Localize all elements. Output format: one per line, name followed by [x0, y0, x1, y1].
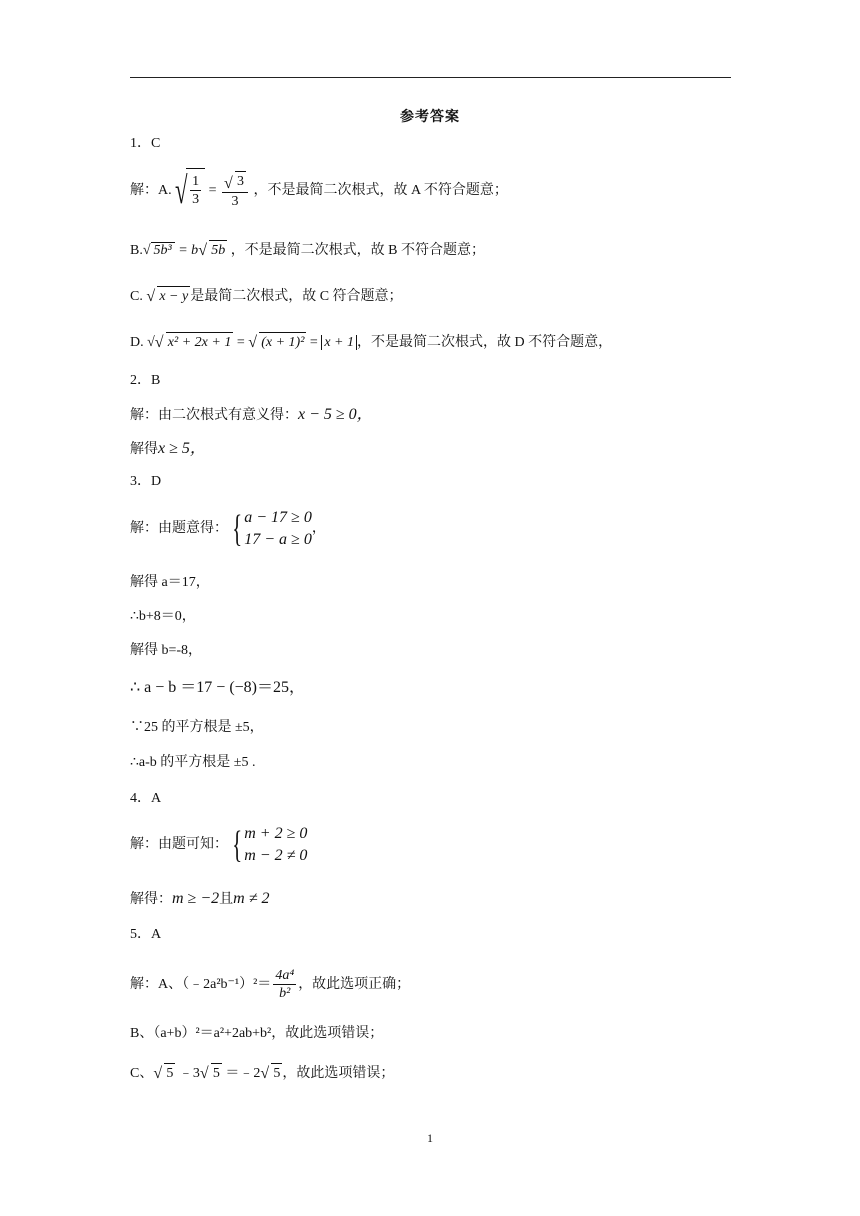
q1-answer: 1．C — [130, 136, 161, 151]
page-title: 参考答案 — [400, 110, 460, 125]
q3-answer: 3．D — [130, 474, 162, 489]
q1-a-result: √ $\frac{3}{3}$ — [222, 171, 248, 210]
q2-line2: 解得x ≥ 5， — [130, 440, 206, 457]
q4-answer: 4．A — [130, 791, 162, 806]
q1-a-prefix: 解：A. — [130, 183, 172, 198]
q2-answer: 2．B — [130, 373, 161, 388]
header-rule — [130, 77, 731, 78]
page-number: 1 — [427, 1131, 433, 1145]
q1-a-sqrt — [176, 168, 205, 214]
q3-line3: 解得 b=-8， — [130, 643, 203, 658]
q4-system: 解：由题可知： { m + 2 ≥ 0 m − 2 ≠ 0 — [130, 823, 308, 866]
q1-option-b: B.√ 5b³ = b√ 5b ，不是最简二次根式，故 B 不符合题意； — [130, 240, 485, 261]
q5-answer: 5．A — [130, 927, 162, 942]
q4-line1: 解得：m ≥ −2且m ≠ 2 — [130, 890, 270, 907]
q1-a-text: ，不是最简二次根式，故 A 不符合题意； — [253, 183, 508, 198]
q5-option-a: 解：A、（﹣2a²b⁻¹）²＝ $\frac{\text{4a⁴}}{\text{b²}}$ ，故此选项正确； — [130, 968, 411, 1002]
q3-system: 解：由题意得： { a − 17 ≥ 0 17 − a ≥ 0 ， — [130, 507, 326, 550]
q3-line6: ∴a-b 的平方根是 ±5 . — [130, 755, 256, 770]
q2-line1: 解：由二次根式有意义得：x − 5 ≥ 0， — [130, 406, 373, 423]
q3-line5: ∵25 的平方根是 ±5， — [130, 720, 264, 735]
q1-option-d: D. √√ x² + 2x + 1 = √ (x + 1)² = x + 1 ，不是最简二次根式，故 D 不符合题意， — [130, 332, 612, 353]
q3-line2: ∴b+8＝0， — [130, 609, 196, 624]
q5-option-b: B、（a+b）²＝a²+2ab+b²，故此选项错误； — [130, 1026, 384, 1041]
q3-line1: 解得 a＝17， — [130, 575, 210, 590]
q3-line4: ∴ a − b ＝17 − (−8)＝25， — [130, 679, 306, 696]
q1-option-a: 解：A. √ $\frac{1}{3}$ = √ $\frac{3}{3}$ ，不是最简二次根式，故 A 不符合题意； — [130, 168, 508, 214]
q1-option-c: C. √ x − y 是最简二次根式，故 C 符合题意； — [130, 286, 403, 307]
q1-a-frac: √ $\frac{1}{3}$ — [192, 174, 200, 208]
q5-option-c: C、√ 5 ﹣3√ 5 ＝﹣2√ 5 ，故此选项错误； — [130, 1063, 394, 1084]
